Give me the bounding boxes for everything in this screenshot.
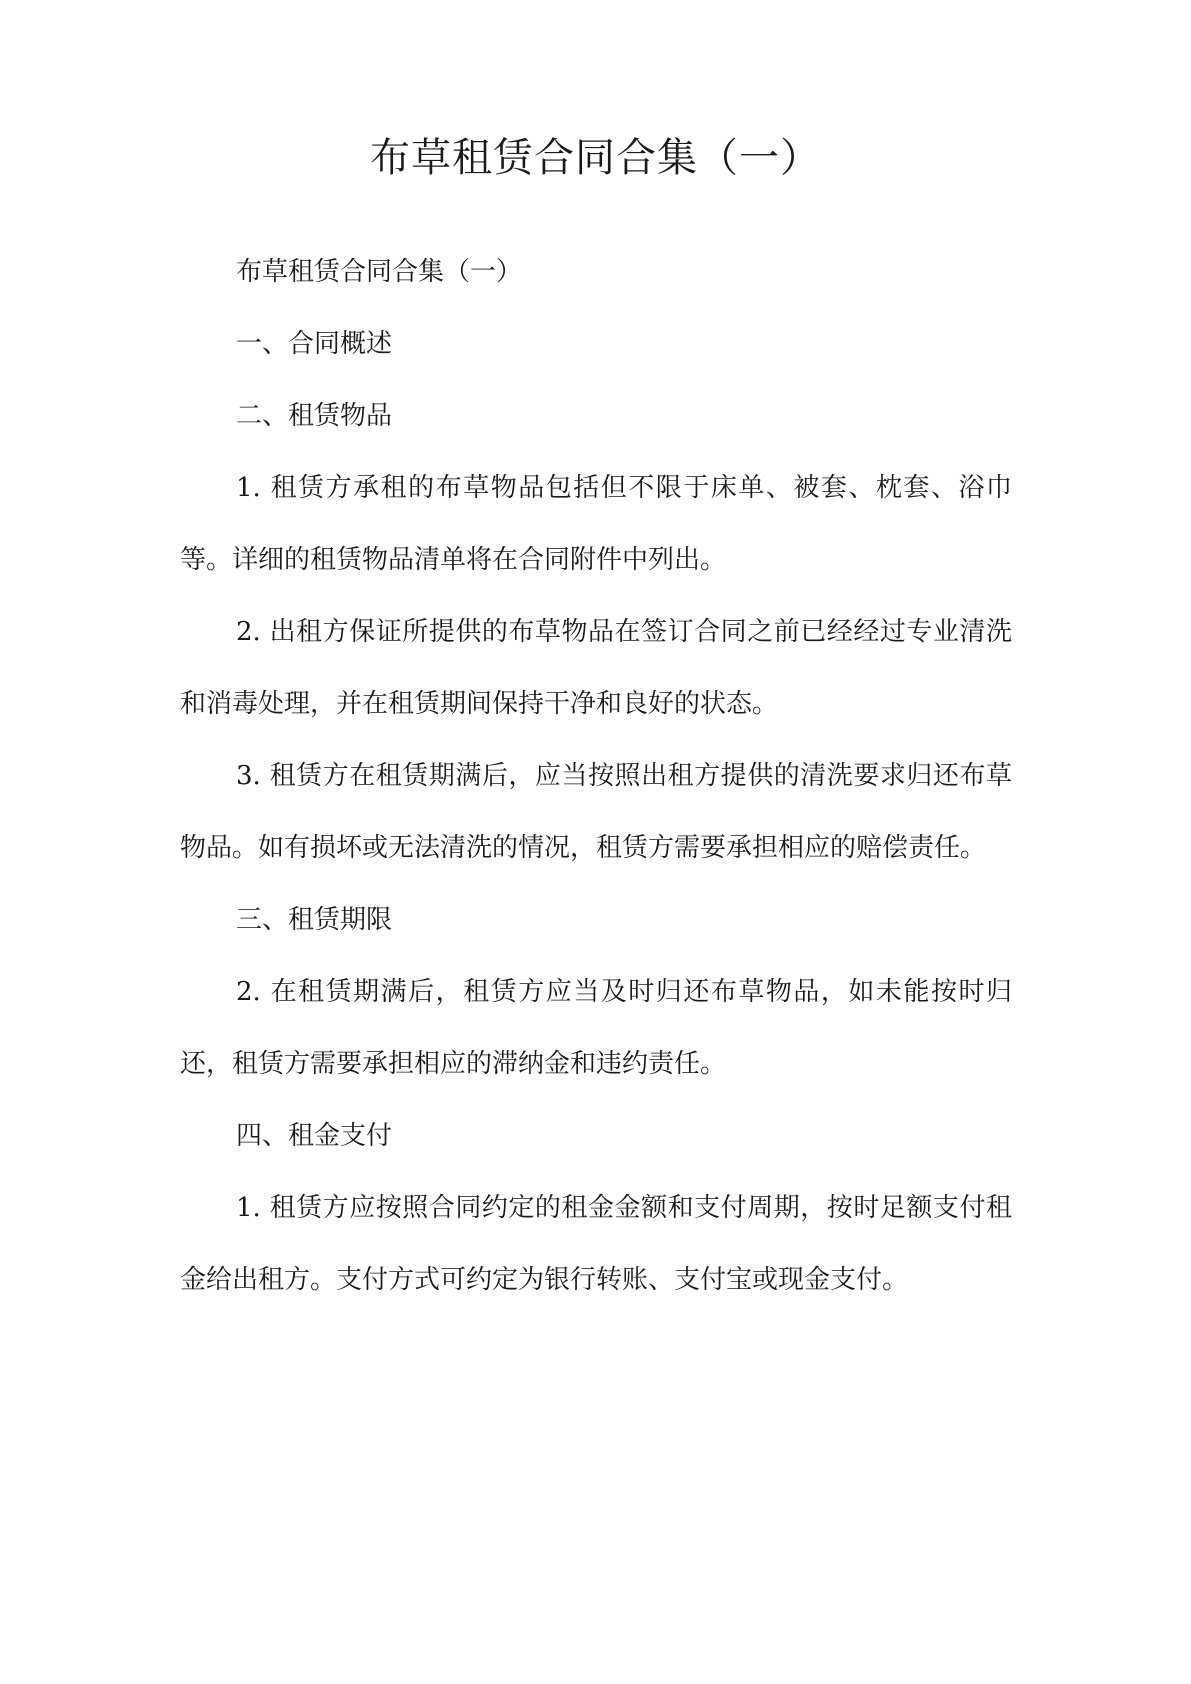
paragraph-items-2: 2. 出租方保证所提供的布草物品在签订合同之前已经经过专业清洗和消毒处理，并在租赁期间保持干净和良好的状态。 xyxy=(180,617,1012,719)
document-body xyxy=(180,236,1012,1316)
document-title: 布草租赁合同合集（一） xyxy=(370,135,821,181)
paragraph-payment-1: 1. 租赁方应按照合同约定的租金金额和支付周期，按时足额支付租金给出租方。支付方式可约定为银行转账、支付宝或现金支付。 xyxy=(180,1193,1012,1295)
section-heading-payment: 四、租金支付 xyxy=(236,1121,393,1151)
paragraph-items-1: 1. 租赁方承租的布草物品包括但不限于床单、被套、枕套、浴巾等。详细的租赁物品清单将在合同附件中列出。 xyxy=(180,473,1012,575)
section-heading-overview: 一、合同概述 xyxy=(236,329,393,359)
paragraph-term-2: 2. 在租赁期满后，租赁方应当及时归还布草物品，如未能按时归还，租赁方需要承担相应的滞纳金和违约责任。 xyxy=(180,977,1012,1079)
paragraph-subtitle: 布草租赁合同合集（一） xyxy=(236,257,523,287)
section-heading-term: 三、租赁期限 xyxy=(236,905,393,935)
section-heading-items: 二、租赁物品 xyxy=(236,401,393,431)
paragraph-items-3: 3. 租赁方在租赁期满后，应当按照出租方提供的清洗要求归还布草物品。如有损坏或无法清洗的情况，租赁方需要承担相应的赔偿责任。 xyxy=(180,761,1012,863)
